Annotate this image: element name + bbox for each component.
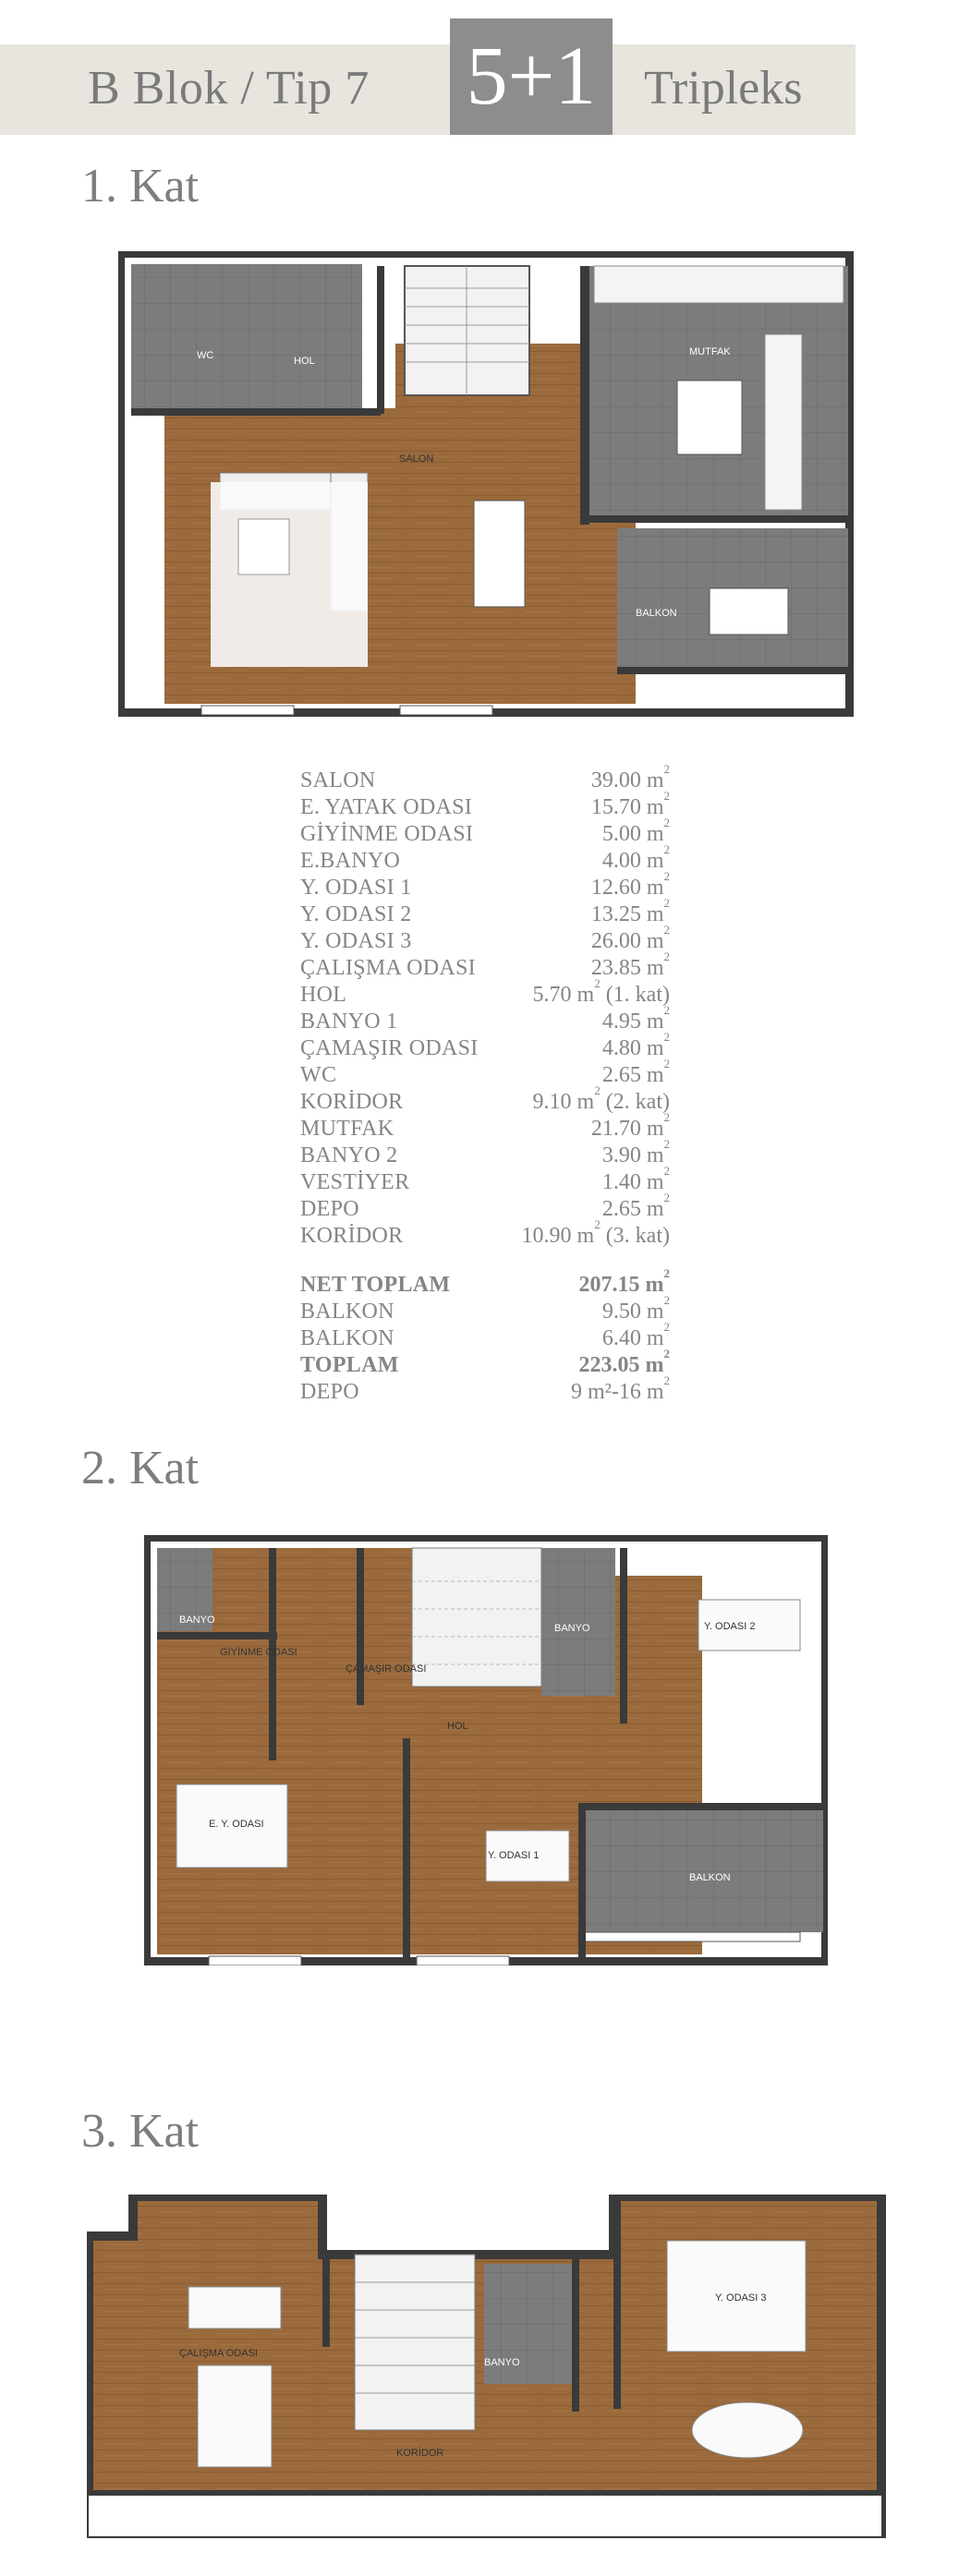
- area-row: [300, 789, 670, 821]
- area-row-value: 3.90 $m^2$: [601, 1137, 670, 1167]
- area-table: [300, 762, 670, 1406]
- room-label-hol: HOL: [447, 1721, 468, 1732]
- area-row-name: ÇALIŞMA ODASI: [300, 956, 476, 980]
- area-row: [300, 923, 670, 955]
- area-row-name: WC: [300, 1063, 337, 1087]
- area-row-value: 23.85 $m^2$: [590, 949, 670, 980]
- area-row: [300, 1083, 670, 1116]
- layout-type-title: Tripleks: [644, 62, 803, 115]
- room-label-banyo: BANYO: [484, 2357, 520, 2368]
- area-row-name: Y. ODASI 2: [300, 902, 412, 926]
- area-row-value: 223.05 $m^2$: [578, 1347, 670, 1377]
- room-label-balkon: BALKON: [689, 1872, 731, 1883]
- room-label-banyo: BANYO: [179, 1615, 215, 1626]
- area-row-name: KORİDOR: [300, 1090, 404, 1114]
- area-row-name: SALON: [300, 768, 376, 792]
- area-row: [300, 1110, 670, 1143]
- room-label-e-y-odasi: E. Y. ODASI: [209, 1819, 264, 1830]
- area-row-name: DEPO: [300, 1197, 359, 1221]
- area-row-value: 2.65 $m^2$: [601, 1191, 670, 1221]
- area-row-name: GİYİNME ODASI: [300, 822, 474, 846]
- area-row-value: 6.40 $m^2$: [601, 1320, 670, 1350]
- area-row-value: 2.65 $m^2$: [601, 1057, 670, 1087]
- area-row-name: HOL: [300, 983, 347, 1007]
- area-row-name: NET TOPLAM: [300, 1273, 451, 1297]
- area-row-name: KORİDOR: [300, 1224, 404, 1248]
- room-label-calisma-odasi: ÇALIŞMA ODASI: [179, 2348, 258, 2359]
- floor-1-plan: [118, 251, 854, 717]
- area-row-value: 4.00 $m^2$: [601, 842, 670, 873]
- area-row-value: 9 m²-16 $m^2$: [570, 1373, 670, 1404]
- area-row: [300, 1164, 670, 1196]
- area-row-value: 207.15 $m^2$: [578, 1266, 670, 1297]
- room-label-y-odasi-1: Y. ODASI 1: [488, 1850, 540, 1861]
- area-row: [300, 1347, 670, 1379]
- area-row-name: ÇAMAŞIR ODASI: [300, 1036, 479, 1060]
- room-label-giyinme-odasi: GİYİNME ODASI: [220, 1647, 297, 1658]
- room-label-camasir-odasi: ÇAMAŞIR ODASI: [346, 1663, 427, 1675]
- area-row-name: BALKON: [300, 1300, 394, 1324]
- area-row-value: 21.70 $m^2$: [590, 1110, 670, 1141]
- area-row-name: E. YATAK ODASI: [300, 795, 473, 819]
- area-row-name: Y. ODASI 3: [300, 929, 412, 953]
- room-label-hol: HOL: [294, 356, 315, 367]
- room-label-salon: SALON: [399, 454, 434, 465]
- floor-3-plan: [87, 2195, 892, 2538]
- area-row: [300, 896, 670, 928]
- area-row-value: 12.60 $m^2$: [590, 869, 670, 900]
- area-row-value: 9.50 $m^2$: [601, 1293, 670, 1324]
- area-row-value: 13.25 $m^2$: [590, 896, 670, 926]
- area-row: [300, 869, 670, 901]
- floor-2-title: 2. Kat: [81, 1442, 200, 1494]
- floor-3-title: 3. Kat: [81, 2105, 200, 2158]
- unit-type-badge: 5+1: [450, 18, 613, 135]
- area-row-value: 39.00 $m^2$: [590, 762, 670, 792]
- area-row-value: 26.00 $m^2$: [590, 923, 670, 953]
- area-row: [300, 949, 670, 982]
- area-row: [300, 842, 670, 875]
- area-row-name: Y. ODASI 1: [300, 876, 412, 900]
- floor-2-plan: [144, 1535, 828, 1965]
- area-row: [300, 1373, 670, 1406]
- area-row: [300, 1293, 670, 1325]
- area-row-value: 4.95 $m^2$: [601, 1003, 670, 1034]
- room-label-banyo-2: BANYO: [554, 1623, 590, 1634]
- room-label-y-odasi-3: Y. ODASI 3: [715, 2292, 767, 2304]
- table-gap: [300, 1250, 670, 1272]
- area-row-name: MUTFAK: [300, 1117, 394, 1141]
- area-row-value: 9.10 $m^2$ (2. kat): [532, 1083, 670, 1114]
- area-row-value: 5.70 $m^2$ (1. kat): [532, 976, 670, 1007]
- area-row: [300, 1191, 670, 1223]
- area-row: [300, 816, 670, 848]
- area-row: [300, 1320, 670, 1352]
- area-row: [300, 1030, 670, 1062]
- area-row-value: 4.80 $m^2$: [601, 1030, 670, 1060]
- area-row: [300, 1137, 670, 1169]
- floor-1-title: 1. Kat: [81, 160, 200, 212]
- area-row-name: BANYO 2: [300, 1143, 398, 1167]
- area-row: [300, 1003, 670, 1035]
- area-row-value: 5.00 $m^2$: [601, 816, 670, 846]
- area-row-name: BANYO 1: [300, 1010, 398, 1034]
- block-type-title: B Blok / Tip 7: [88, 62, 370, 115]
- area-row-value: 15.70 $m^2$: [590, 789, 670, 819]
- area-row-name: BALKON: [300, 1326, 394, 1350]
- room-label-wc: WC: [197, 350, 214, 361]
- area-row: [300, 1266, 670, 1299]
- area-row-value: 1.40 $m^2$: [601, 1164, 670, 1194]
- room-label-y-odasi-2: Y. ODASI 2: [704, 1621, 756, 1632]
- area-row-name: E.BANYO: [300, 849, 401, 873]
- area-row: [300, 1217, 670, 1250]
- room-label-koridor: KORİDOR: [396, 2448, 444, 2459]
- room-label-balkon: BALKON: [636, 608, 677, 619]
- room-label-mutfak: MUTFAK: [689, 346, 731, 357]
- area-row-name: VESTİYER: [300, 1170, 410, 1194]
- area-row: [300, 976, 670, 1009]
- area-row-name: TOPLAM: [300, 1353, 399, 1377]
- area-row: [300, 762, 670, 794]
- area-row: [300, 1057, 670, 1089]
- area-row-name: DEPO: [300, 1380, 359, 1404]
- area-row-value: 10.90 $m^2$ (3. kat): [521, 1217, 670, 1248]
